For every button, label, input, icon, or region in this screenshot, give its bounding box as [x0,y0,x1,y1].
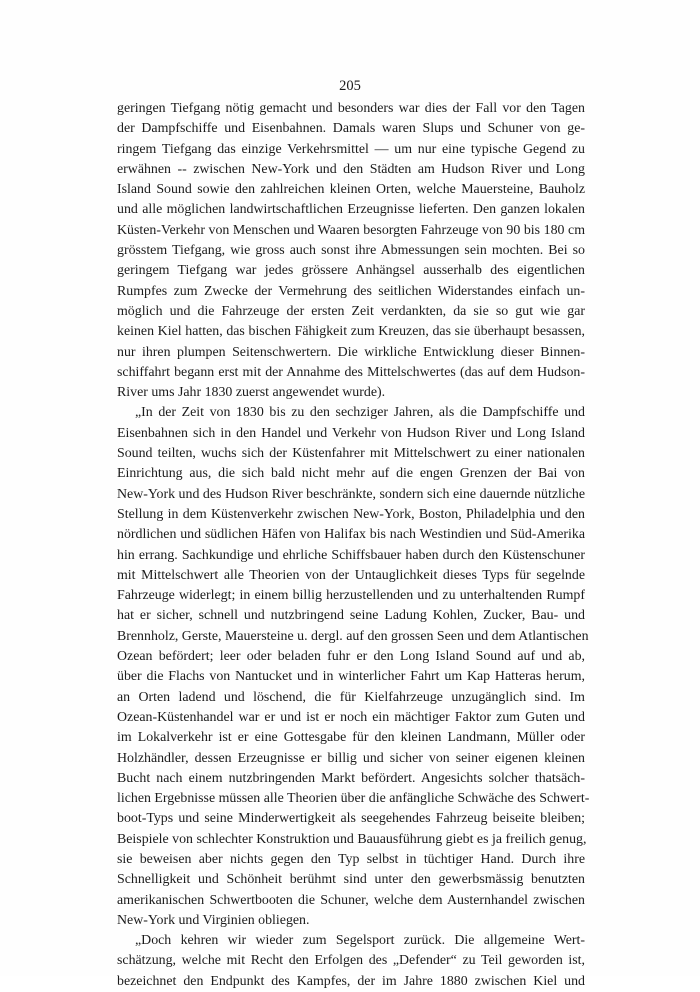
text-line: Island Sound sowie den zahlreichen kleinen Orten, welche Mauersteine, Bauholz [117,182,585,198]
text-line: Schnelligkeit und Schönheit berühmt sind unter den gewerbsmässig benutzten [117,872,585,888]
text-line: nur ihren plumpen Seitenschwertern. Die wirkliche Entwicklung dieser Binnen- [117,344,585,360]
text-line: schiffahrt begann erst mit der Annahme des Mittelschwertes (das auf dem Hudson- [117,364,585,380]
text-line: der Dampfschiffe und Eisenbahnen. Damals waren Slups und Schuner von ge- [117,121,585,137]
text-line: Beispiele von schlechter Konstruktion und Bauausführung giebt es ja freilich genug, [117,831,587,847]
text-line: hin errang. Sachkundige und ehrliche Schiffsbauer haben durch den Küstenschuner [117,547,585,563]
text-line: möglich und die Fahrzeuge der ersten Zeit verdankten, da sie so gut wie gar [117,303,585,319]
text-line: keinen Kiel hatten, das bischen Fähigkeit zum Kreuzen, das sie überhaupt besassen, [117,324,585,340]
text-line: hat er sicher, schnell und nutzbringend seine Ladung Kohlen, Zucker, Bau- und [117,608,585,624]
text-line: amerikanischen Schwertbooten die Schuner, welche dem Austernhandel zwischen [117,892,585,908]
text-line: New-York und des Hudson River beschränkte, sondern sich eine dauernde nützliche [117,486,585,502]
text-line: Sound teilten, wuchs sich der Küstenfahrer mit Mittelschwert zu einer nationalen [117,446,585,462]
text-line: Einrichtung aus, die sich bald nicht mehr auf die engen Grenzen der Bai von [117,466,585,482]
text-line: boot-Typs und seine Minderwertigkeit als seegehendes Fahrzeug beiseite bleiben; [117,811,585,827]
text-line: Eisenbahnen sich in den Handel und Verkehr von Hudson River und Long Island [117,425,585,441]
text-line: geringem Tiefgang war jedes grössere Anhängsel ausserhalb des eigentlichen [117,263,585,279]
text-line: lichen Ergebnisse müssen alle Theorien über die anfängliche Schwäche des Schwert- [117,791,590,807]
text-line: Ozean befördert; leer oder beladen fuhr er den Long Island Sound auf und ab, [117,649,585,665]
text-line: bezeichnet den Endpunkt des Kampfes, der im Jahre 1880 zwischen Kiel und [117,973,585,989]
page-number: 205 [339,78,361,94]
text-line: Ozean-Küstenhandel war er und ist er noch ein mächtiger Faktor zum Guten und [117,709,585,725]
text-line: „Doch kehren wir wieder zum Segelsport zurück. Die allgemeine Wert- [135,933,585,949]
body-text [117,99,590,992]
text-line: nördlichen und südlichen Häfen von Halifax bis nach Westindien und Süd-Amerika [117,527,585,543]
text-line: Fahrzeuge widerlegt; in einem billig herzustellenden und zu unterhaltenden Rumpf [117,588,585,604]
text-line: Holzhändler, dessen Erzeugnisse er billig und sicher von seiner eigenen kleinen [117,750,585,766]
text-line: im Lokalverkehr ist er eine Gottesgabe für den kleinen Landmann, Müller oder [117,730,585,746]
paragraph [117,931,585,992]
text-line: geringen Tiefgang nötig gemacht und besonders war dies der Fall vor den Tagen [117,101,585,116]
text-line: und alle möglichen landwirtschaftlichen Erzeugnisse lieferten. Den ganzen lokalen [117,202,585,218]
text-line: Rumpfes zum Zwecke der Vermehrung des seitlichen Widerstandes einfach un- [117,283,585,299]
text-line: erwähnen -- zwischen New-York und den Städten am Hudson River und Long [117,161,585,177]
paragraph [117,403,590,931]
paragraph [117,99,585,403]
text-line: Küsten-Verkehr von Menschen und Waaren besorgten Fahrzeuge von 90 bis 180 cm [117,222,585,238]
text-line: mit Mittelschwert alle Theorien von der Untauglichkeit dieses Typs für segelnde [117,567,585,583]
text-line: schätzung, welche mit Recht den Erfolgen des „Defender“ zu Teil geworden ist, [117,953,585,969]
text-line: über die Flachs von Nantucket und in winterlicher Fahrt um Kap Hatteras herum, [117,669,585,685]
text-line: ringem Tiefgang das einzige Verkehrsmittel — um nur eine typische Gegend zu [117,141,585,157]
text-line: an Orten ladend und löschend, die für Kielfahrzeuge unzugänglich sind. Im [117,689,585,705]
text-line: Bucht nach einem nutzbringenden Markt befördert. Angesichts solcher thatsäch- [117,770,585,786]
text-line: River ums Jahr 1830 zuerst angewendet wurde). [117,385,386,401]
text-line: sie beweisen aber nichts gegen den Typ selbst in tüchtiger Hand. Durch ihre [117,851,585,867]
text-line: Stellung in dem Küstenverkehr zwischen New-York, Boston, Philadelphia und den [117,506,585,522]
text-line: grösstem Tiefgang, wie gross auch sonst ihre Abmessungen sein mochten. Bei so [117,243,585,259]
text-line: Brennholz, Gerste, Mauersteine u. dergl. auf den grossen Seen und dem Atlantischen [117,628,589,644]
text-line: New-York und Virginien obliegen. [117,912,310,928]
text-line: „In der Zeit von 1830 bis zu den sechziger Jahren, als die Dampfschiffe und [135,405,585,421]
